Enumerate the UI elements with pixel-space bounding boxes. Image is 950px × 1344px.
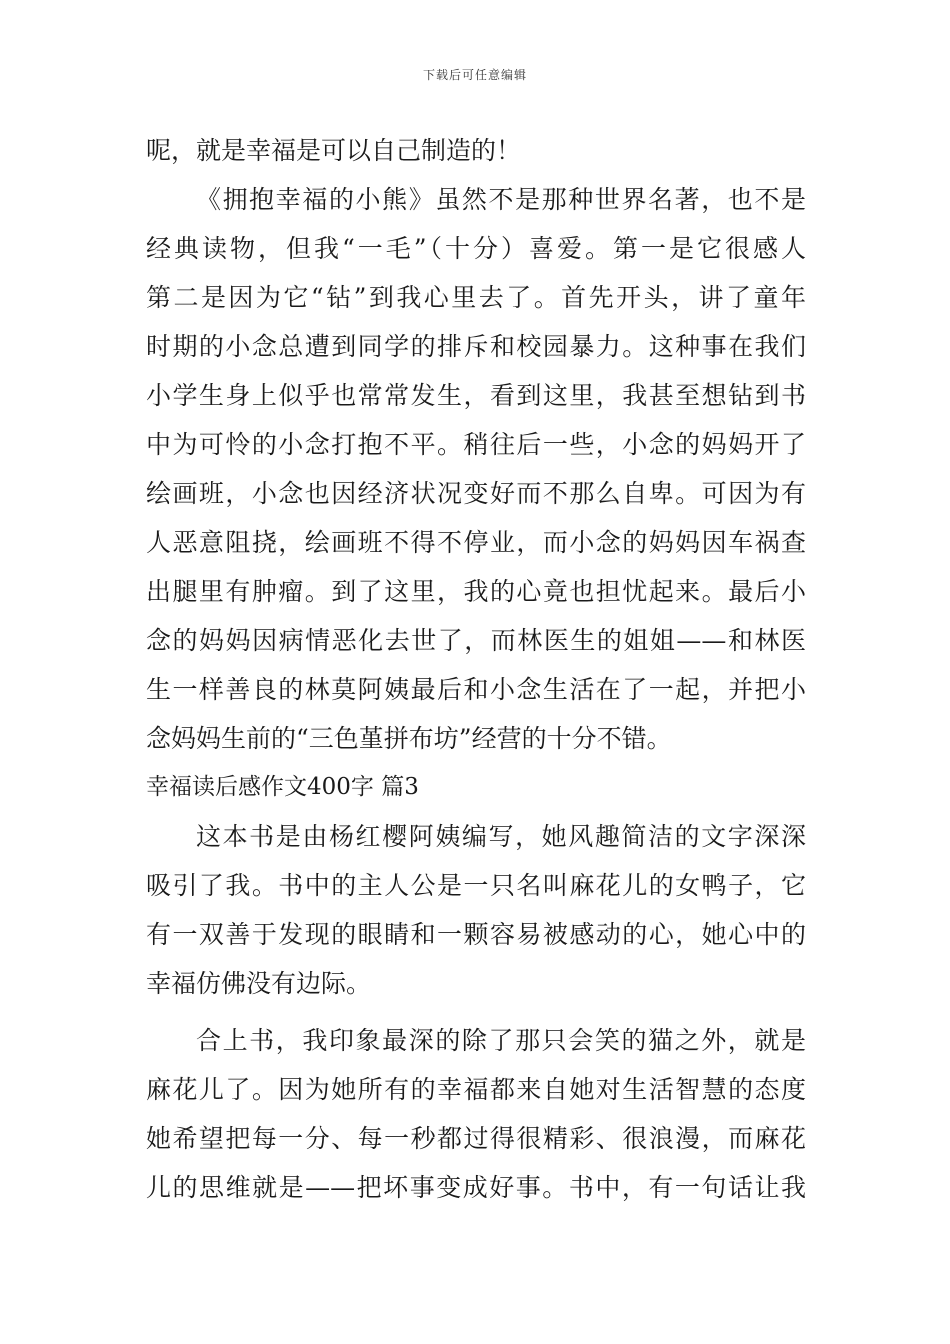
- text-line: 人恶意阻挠，绘画班不得不停业，而小念的妈妈因车祸查: [146, 528, 806, 557]
- paragraph-first-line: 这本书是由杨红樱阿姨编写，她风趣简洁的文字深深: [196, 822, 806, 851]
- page-header: 下载后可任意编辑: [422, 68, 527, 82]
- text-line: 第二是因为它“钻”到我心里去了。首先开头，讲了童年: [146, 283, 806, 312]
- text-line: 绘画班，小念也因经济状况变好而不那么自卑。可因为有: [146, 479, 806, 508]
- text-line: 中为可怜的小念打抱不平。稍往后一些，小念的妈妈开了: [146, 430, 806, 459]
- text-line: 生一样善良的林莫阿姨最后和小念生活在了一起，并把小: [146, 675, 806, 704]
- text-line: 有一双善于发现的眼睛和一颗容易被感动的心，她心中的: [146, 920, 806, 949]
- text-line: 儿的思维就是——把坏事变成好事。书中，有一句话让我: [146, 1173, 806, 1202]
- text-line: 时期的小念总遭到同学的排斥和校园暴力。这种事在我们: [146, 332, 806, 361]
- text-line: 念妈妈生前的“三色堇拼布坊”经营的十分不错。: [146, 724, 672, 753]
- section-heading: 幸福读后感作文400字 篇3: [146, 774, 419, 800]
- text-line: 她希望把每一分、每一秒都过得很精彩、很浪漫，而麻花: [146, 1124, 806, 1153]
- text-line: 经典读物，但我“一毛”（十分）喜爱。第一是它很感人: [146, 234, 806, 263]
- paragraph-first-line: 《拥抱幸福的小熊》虽然不是那种世界名著，也不是: [196, 185, 806, 214]
- text-line: 麻花儿了。因为她所有的幸福都来自她对生活智慧的态度: [146, 1075, 806, 1104]
- text-line: 吸引了我。书中的主人公是一只名叫麻花儿的女鸭子，它: [146, 871, 806, 900]
- text-line: 出腿里有肿瘤。到了这里，我的心竟也担忧起来。最后小: [146, 577, 806, 606]
- text-line: 念的妈妈因病情恶化去世了，而林医生的姐姐——和林医: [146, 626, 806, 655]
- text-line: 小学生身上似乎也常常发生，看到这里，我甚至想钻到书: [146, 381, 806, 410]
- text-line: 幸福仿佛没有边际。: [146, 969, 372, 998]
- paragraph-first-line: 合上书，我印象最深的除了那只会笑的猫之外，就是: [196, 1026, 806, 1055]
- document-body: [146, 126, 806, 1212]
- text-line: 呢，就是幸福是可以自己制造的！: [146, 136, 522, 165]
